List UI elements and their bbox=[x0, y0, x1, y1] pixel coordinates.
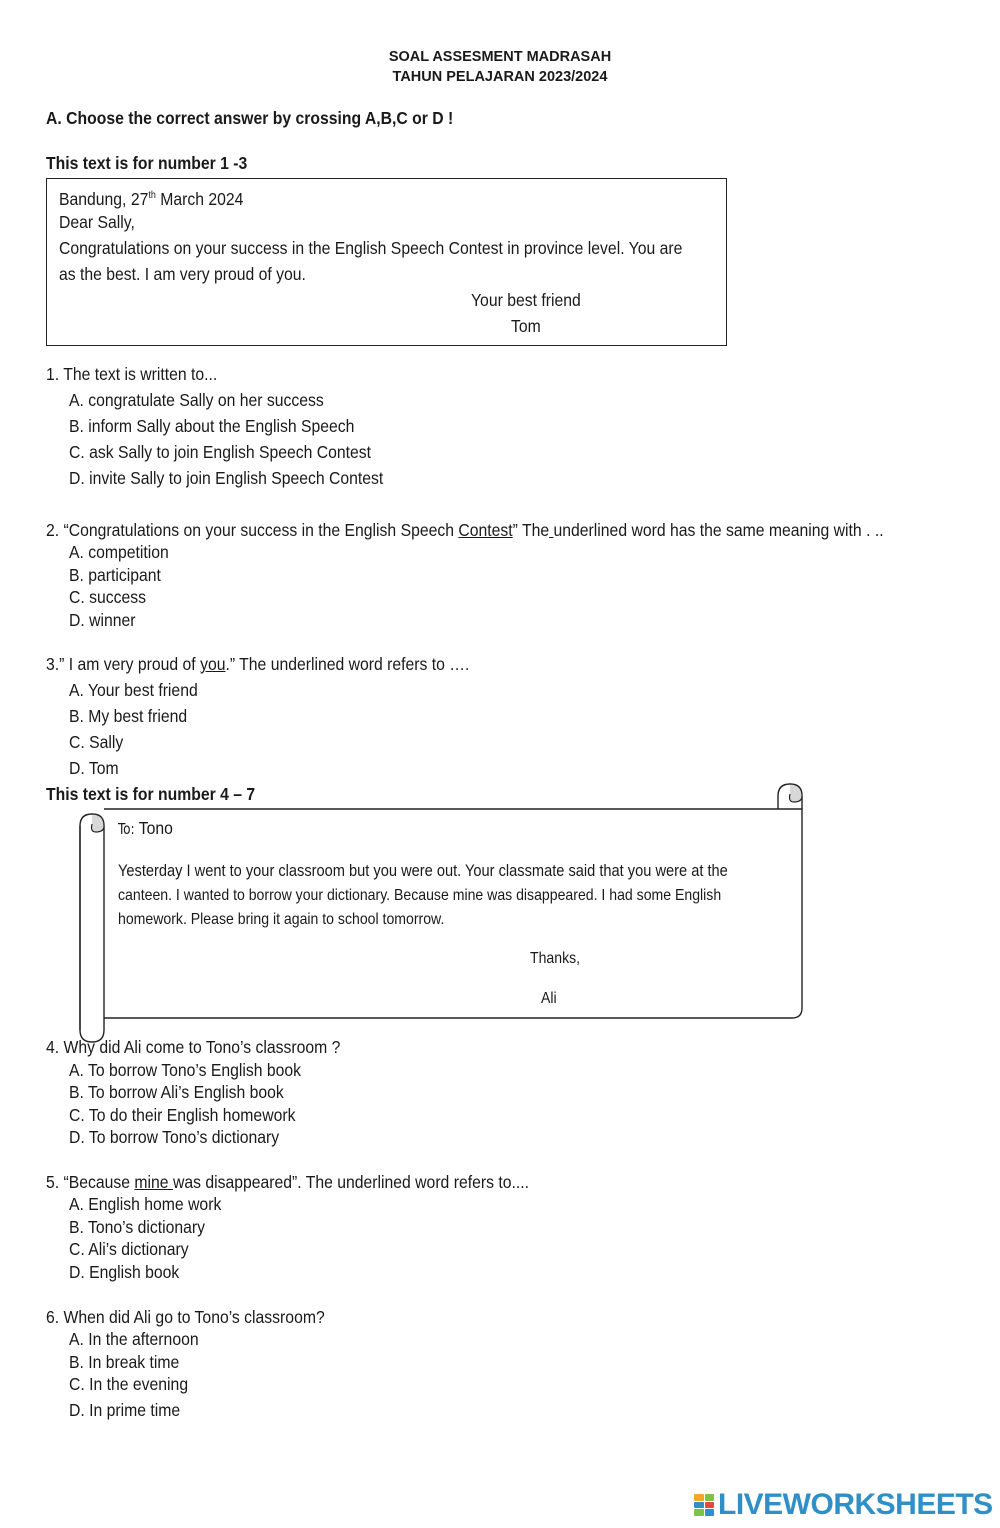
liveworksheets-grid-icon bbox=[694, 1494, 714, 1516]
q2-option-a[interactable]: A. competition bbox=[69, 542, 169, 562]
q1-question: 1. The text is written to... bbox=[46, 364, 218, 384]
section-a-instruction bbox=[46, 108, 453, 128]
text2-closing: Thanks, bbox=[530, 950, 581, 967]
text2-signature: Ali bbox=[541, 990, 557, 1007]
text2-to-line: To: Tono bbox=[118, 818, 173, 838]
doc-title-line2: TAHUN PELAJARAN 2023/2024 bbox=[392, 69, 608, 85]
q2-question: 2. “Congratulations on your success in the English Speech Contest” The underlined word has the same meaning with . .. bbox=[46, 520, 884, 540]
text2-body-line3: homework. Please bring it again to school tomorrow. bbox=[118, 911, 445, 928]
q5-option-b[interactable]: B. Tono’s dictionary bbox=[69, 1217, 205, 1237]
text2-body-line2: canteen. I wanted to borrow your dictionary. Because mine was disappeared. I had some English bbox=[118, 887, 722, 904]
doc-title-line1: SOAL ASSESMENT MADRASAH bbox=[388, 49, 612, 65]
section-a-label: A. bbox=[46, 108, 62, 128]
q3-option-b[interactable]: B. My best friend bbox=[69, 706, 188, 726]
text1-date: Bandung, 27th March 2024 bbox=[59, 188, 244, 209]
q6-option-b[interactable]: B. In break time bbox=[69, 1352, 180, 1372]
q1-option-d[interactable]: D. invite Sally to join English Speech Contest bbox=[69, 468, 384, 488]
text1-signature: Tom bbox=[511, 316, 541, 336]
text1-closing: Your best friend bbox=[471, 290, 581, 310]
text1-body-line1: Congratulations on your success in the English Speech Contest in province level. You are bbox=[59, 238, 683, 258]
q4-option-c[interactable]: C. To do their English homework bbox=[69, 1105, 296, 1125]
q2-option-d[interactable]: D. winner bbox=[69, 610, 136, 630]
text2-heading: This text is for number 4 – 7 bbox=[46, 784, 256, 804]
liveworksheets-logo[interactable] bbox=[694, 1488, 993, 1522]
q6-option-c[interactable]: C. In the evening bbox=[69, 1374, 189, 1394]
q2-option-c[interactable]: C. success bbox=[69, 587, 147, 607]
q6-question: 6. When did Ali go to Tono’s classroom? bbox=[46, 1307, 325, 1327]
q1-option-c[interactable]: C. ask Sally to join English Speech Contest bbox=[69, 442, 372, 462]
q1-option-b[interactable]: B. inform Sally about the English Speech bbox=[69, 416, 355, 436]
q3-underlined-word: you bbox=[200, 654, 226, 674]
q5-option-d[interactable]: D. English book bbox=[69, 1262, 180, 1282]
q4-question: 4. Why did Ali come to Tono’s classroom ? bbox=[46, 1037, 341, 1057]
q5-underlined-word: mine bbox=[134, 1172, 173, 1192]
q2-option-b[interactable]: B. participant bbox=[69, 565, 161, 585]
q1-option-a[interactable]: A. congratulate Sally on her success bbox=[69, 390, 324, 410]
q3-option-c[interactable]: C. Sally bbox=[69, 732, 124, 752]
q5-question: 5. “Because mine was disappeared”. The underlined word refers to.... bbox=[46, 1172, 529, 1192]
q5-option-c[interactable]: C. Ali’s dictionary bbox=[69, 1239, 189, 1259]
liveworksheets-logo-text: LIVEWORKSHEETS bbox=[718, 1488, 993, 1521]
q2-underlined-word: Contest bbox=[458, 520, 513, 540]
q4-option-d[interactable]: D. To borrow Tono’s dictionary bbox=[69, 1127, 280, 1147]
q4-option-b[interactable]: B. To borrow Ali’s English book bbox=[69, 1082, 284, 1102]
text1-greeting: Dear Sally, bbox=[59, 212, 135, 232]
text1-heading: This text is for number 1 -3 bbox=[46, 153, 248, 173]
q3-option-d[interactable]: D. Tom bbox=[69, 758, 119, 778]
section-a-text: Choose the correct answer by crossing A,B,C or D ! bbox=[66, 108, 454, 128]
q6-option-a[interactable]: A. In the afternoon bbox=[69, 1329, 199, 1349]
q3-question: 3.” I am very proud of you.” The underlined word refers to …. bbox=[46, 654, 470, 674]
q5-option-a[interactable]: A. English home work bbox=[69, 1194, 222, 1214]
text1-body-line2: as the best. I am very proud of you. bbox=[59, 264, 306, 284]
text2-body-line1: Yesterday I went to your classroom but you were out. Your classmate said that you were at the bbox=[118, 861, 728, 880]
q4-option-a[interactable]: A. To borrow Tono’s English book bbox=[69, 1060, 302, 1080]
q6-option-d[interactable]: D. In prime time bbox=[69, 1400, 181, 1420]
q3-option-a[interactable]: A. Your best friend bbox=[69, 680, 198, 700]
